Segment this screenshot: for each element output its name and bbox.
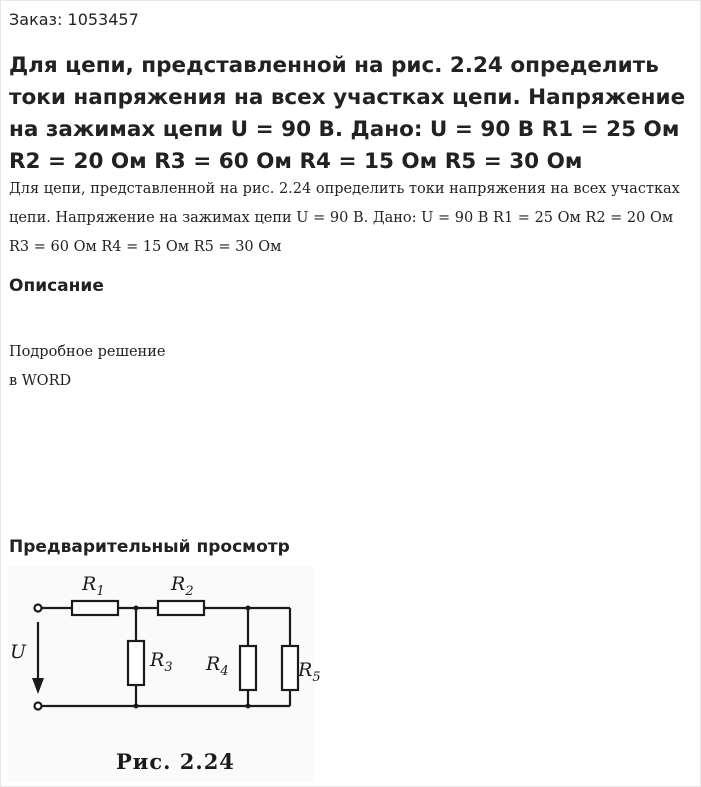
- label-r5: $R_5$: [298, 659, 321, 685]
- label-r1: $R_1$: [82, 573, 105, 599]
- preview-figure: [8, 566, 321, 782]
- description-body: [9, 338, 165, 396]
- page-title: Для цепи, представленной на рис. 2.24 определить токи напряжения на всех участках цепи. Напряжение на зажимах цепи U = 90 В. Дано: U = 90 В R1 = 25 Ом R2 = 20 Ом R3 = 60 Ом R4 = 15 Ом R5 = 30 Ом: [9, 53, 686, 174]
- preview-heading: Предварительный просмотр: [9, 537, 290, 557]
- figure-caption: Рис. 2.24: [116, 749, 235, 774]
- terminal-top: [35, 605, 42, 612]
- resistor-r5: [282, 646, 298, 690]
- resistor-r1: [72, 601, 118, 615]
- label-r4: $R_4$: [206, 653, 229, 679]
- terminal-bottom: [35, 703, 42, 710]
- label-u: U: [10, 641, 27, 663]
- order-number: Заказ: 1053457: [9, 10, 139, 29]
- problem-description: Для цепи, представленной на рис. 2.24 определить токи напряжения на всех участках цепи. Напряжение на зажимах цепи U = 90 В. Дано: U = 90 В R1 = 25 Ом R2 = 20 Ом R3 = 60 Ом R4 = 15 Ом R5 = 30 Ом: [9, 181, 680, 255]
- description-line: в WORD: [9, 373, 72, 389]
- label-r2: $R_2$: [171, 573, 194, 599]
- description-line: Подробное решение: [9, 344, 166, 360]
- resistor-r2: [158, 601, 204, 615]
- description-heading: Описание: [9, 276, 104, 296]
- resistor-r4: [240, 646, 256, 690]
- label-r3: $R_3$: [150, 649, 173, 675]
- resistor-r3: [128, 641, 144, 685]
